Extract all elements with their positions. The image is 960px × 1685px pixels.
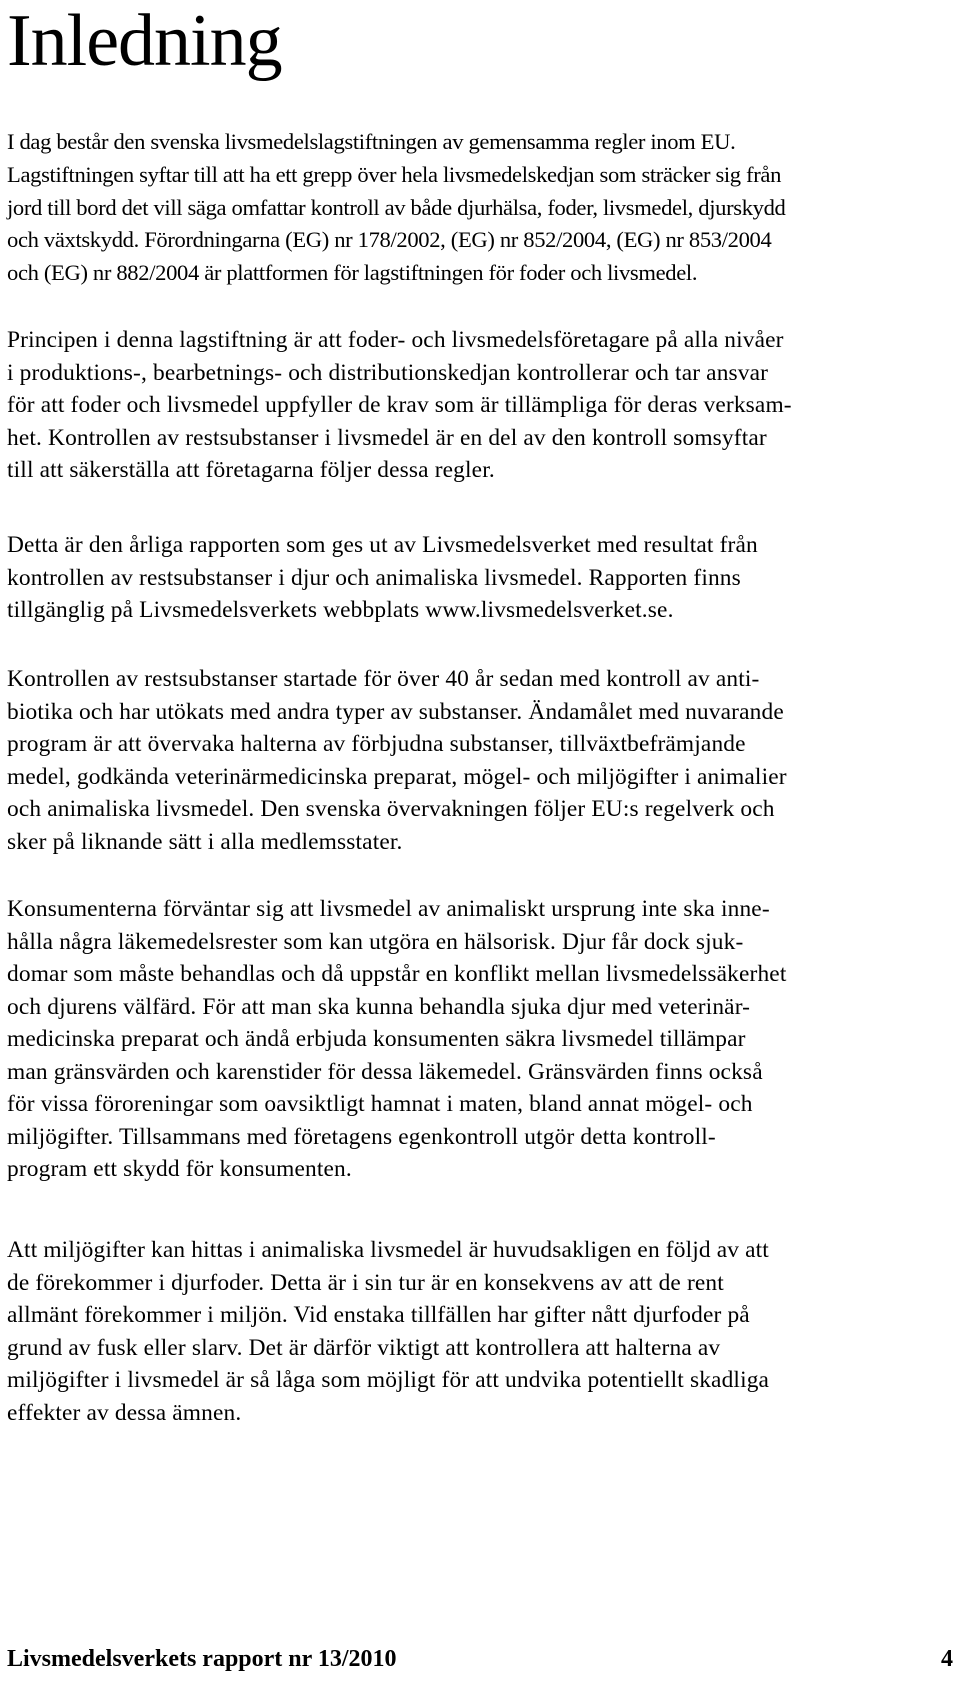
paragraph-line: Konsumenterna förväntar sig att livsmedel av animaliskt ursprung inte ska inne- [7, 896, 770, 922]
paragraph-line: sker på liknande sätt i alla medlemsstater. [7, 828, 403, 855]
intro-line: och (EG) nr 882/2004 är plattformen för lagstiftningen för foder och livsmedel. [7, 260, 698, 286]
paragraph-line: allmänt förekommer i miljön. Vid enstaka tillfällen har gifter nått djurfoder på [7, 1302, 750, 1328]
paragraph-line: kontrollen av restsubstanser i djur och animaliska livsmedel. Rapporten finns [7, 564, 741, 591]
paragraph-line: miljögifter. Tillsammans med företagens egenkontroll utgör detta kontroll- [7, 1123, 716, 1150]
paragraph-line: medicinska preparat och ändå erbjuda konsumenten säkra livsmedel tillämpar [7, 1026, 746, 1052]
document-page [7, 0, 953, 1685]
paragraph-consumers [7, 893, 947, 1186]
page-heading: Inledning [7, 0, 282, 82]
paragraph-line: Att miljögifter kan hittas i animaliska livsmedel är huvudsakligen en följd av att [7, 1237, 769, 1263]
intro-line: och växtskydd. Förordningarna (EG) nr 178/2002, (EG) nr 852/2004, (EG) nr 853/2004 [7, 227, 772, 253]
paragraph-report [7, 529, 947, 627]
paragraph-control-history [7, 663, 947, 858]
paragraph-line: hålla några läkemedelsrester som kan utgöra en hälsorisk. Djur får dock sjuk- [7, 928, 744, 955]
paragraph-line: domar som måste behandlas och då uppstår en konflikt mellan livsmedelssäkerhet [7, 961, 787, 987]
paragraph-line: i produktions-, bearbetnings- och distributionskedjan kontrollerar och tar ansvar [7, 359, 769, 386]
paragraph-line: medel, godkända veterinärmedicinska preparat, mögel- och miljögifter i animalier [7, 763, 787, 790]
paragraph-line: man gränsvärden och karenstider för dessa läkemedel. Gränsvärden finns också [7, 1058, 763, 1085]
paragraph-principle [7, 324, 947, 487]
paragraph-line: program är att övervaka halterna av förbjudna substanser, tillväxtbefrämjande [7, 731, 746, 757]
intro-line: Lagstiftningen syftar till att ha ett grepp över hela livsmedelskedjan som sträcker sig från [7, 161, 782, 187]
paragraph-line: Detta är den årliga rapporten som ges ut av Livsmedelsverket med resultat från [7, 532, 758, 558]
intro-line: I dag består den svenska livsmedelslagstiftningen av gemensamma regler inom EU. [7, 129, 736, 154]
paragraph-line: program ett skydd för konsumenten. [7, 1156, 352, 1182]
intro-line: jord till bord det vill säga omfattar kontroll av både djurhälsa, foder, livsmedel, djurskydd [7, 194, 786, 220]
paragraph-line: grund av fusk eller slarv. Det är därför viktigt att kontrollera att halterna av [7, 1334, 721, 1361]
paragraph-line: het. Kontrollen av restsubstanser i livsmedel är en del av den kontroll somsyftar [7, 424, 767, 451]
paragraph-line: Principen i denna lagstiftning är att foder- och livsmedelsföretagare på alla nivåer [7, 327, 784, 353]
paragraph-line: tillgänglig på Livsmedelsverkets webbplats www.livsmedelsverket.se. [7, 597, 674, 623]
paragraph-line: och animaliska livsmedel. Den svenska övervakningen följer EU:s regelverk och [7, 796, 775, 822]
paragraph-line: och djurens välfärd. För att man ska kunna behandla sjuka djur med veterinär- [7, 993, 751, 1020]
paragraph-line: Kontrollen av restsubstanser startade för över 40 år sedan med kontroll av anti- [7, 666, 760, 692]
footer-page-number: 4 [941, 1646, 953, 1672]
paragraph-line: biotika och har utökats med andra typer av substanser. Ändamålet med nuvarande [7, 698, 784, 725]
paragraph-line: miljögifter i livsmedel är så låga som möjligt för att undvika potentiellt skadliga [7, 1367, 770, 1393]
paragraph-line: effekter av dessa ämnen. [7, 1399, 242, 1426]
footer-report-title: Livsmedelsverkets rapport nr 13/2010 [7, 1646, 397, 1672]
paragraph-line: de förekommer i djurfoder. Detta är i sin tur är en konsekvens av att de rent [7, 1269, 724, 1296]
paragraph-line: för vissa föroreningar som oavsiktligt hamnat i maten, bland annat mögel- och [7, 1091, 753, 1117]
paragraph-line: till att säkerställa att företagarna följer dessa regler. [7, 457, 495, 483]
paragraph-environmental-toxins [7, 1234, 947, 1429]
paragraph-line: för att foder och livsmedel uppfyller de krav som är tillämpliga för deras verksam- [7, 392, 792, 418]
intro-paragraph [7, 126, 935, 290]
